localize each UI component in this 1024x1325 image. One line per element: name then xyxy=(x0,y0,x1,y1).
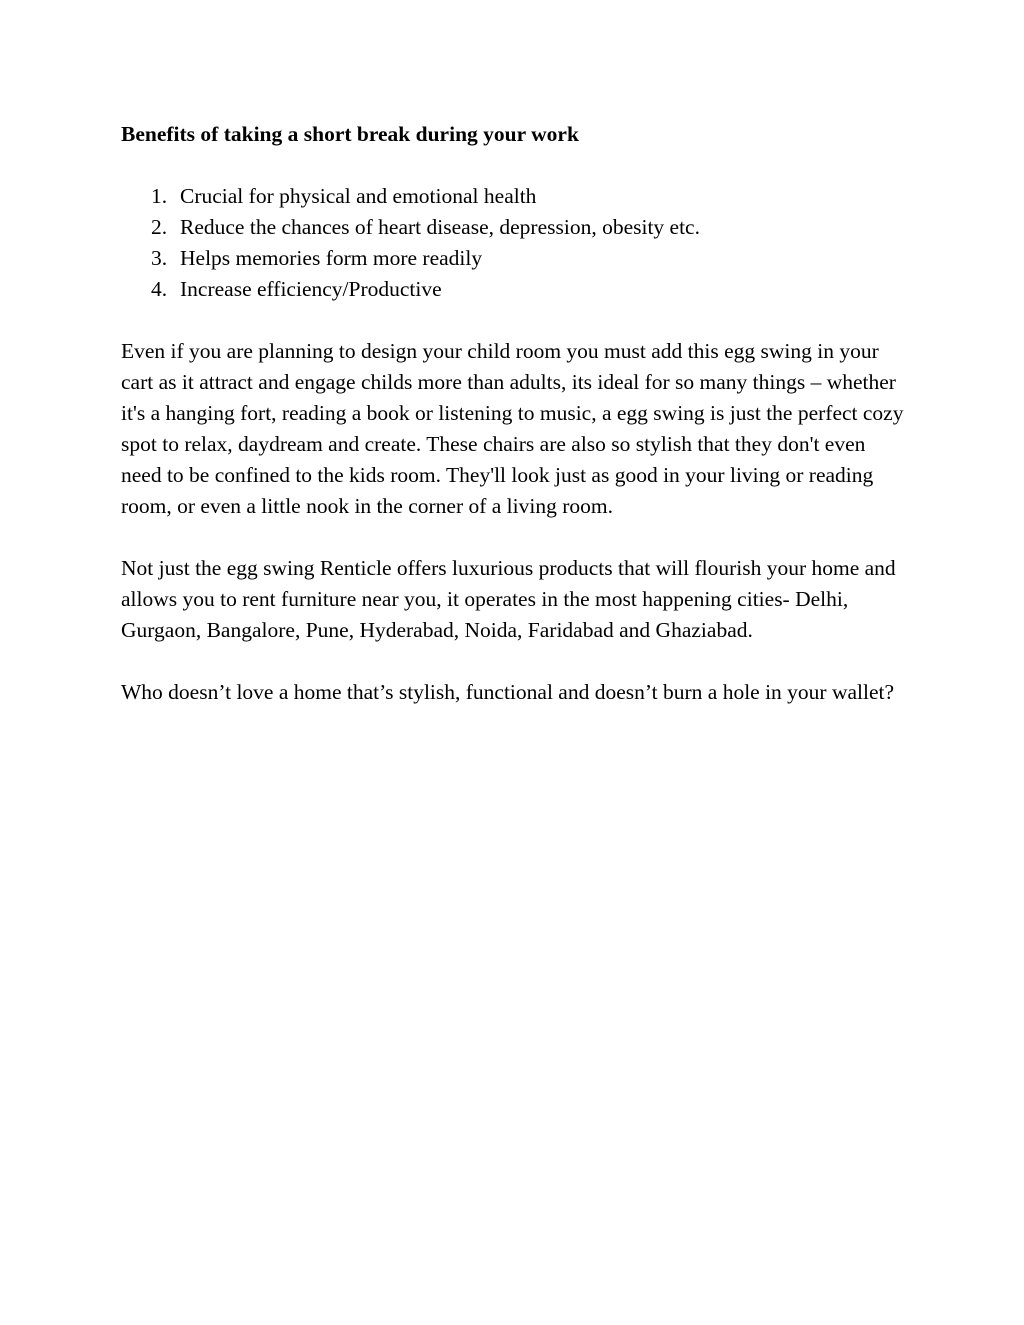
list-item xyxy=(121,243,981,274)
document-heading: Benefits of taking a short break during your work xyxy=(121,122,579,146)
paragraph-line: allows you to rent furniture near you, it operates in the most happening cities- Delhi, xyxy=(121,587,849,611)
benefits-list xyxy=(121,181,981,305)
paragraph-line: room, or even a little nook in the corner of a living room. xyxy=(121,494,613,518)
list-item-text: Helps memories form more readily xyxy=(180,246,483,270)
paragraph-line: it's a hanging fort, reading a book or listening to music, a egg swing is just the perfect cozy xyxy=(121,401,904,425)
list-item xyxy=(121,212,981,243)
paragraph-closing xyxy=(121,677,986,708)
list-item xyxy=(121,181,981,212)
paragraph-line: cart as it attract and engage childs more than adults, its ideal for so many things – whether xyxy=(121,370,896,394)
list-item-text: Crucial for physical and emotional health xyxy=(180,184,537,208)
list-item-number: 2. xyxy=(151,215,168,239)
list-item xyxy=(121,274,981,305)
paragraph-line: Gurgaon, Bangalore, Pune, Hyderabad, Noida, Faridabad and Ghaziabad. xyxy=(121,618,753,642)
paragraph-line: Who doesn’t love a home that’s stylish, functional and doesn’t burn a hole in your wallet? xyxy=(121,680,895,704)
paragraph-line: Not just the egg swing Renticle offers luxurious products that will flourish your home and xyxy=(121,556,896,580)
paragraph-line: need to be confined to the kids room. They'll look just as good in your living or reading xyxy=(121,463,874,487)
paragraph-egg-swing xyxy=(121,336,986,522)
list-item-text: Reduce the chances of heart disease, depression, obesity etc. xyxy=(180,215,700,239)
list-item-number: 3. xyxy=(151,246,168,270)
paragraph-line: Even if you are planning to design your child room you must add this egg swing in your xyxy=(121,339,879,363)
list-item-number: 4. xyxy=(151,277,168,301)
paragraph-line: spot to relax, daydream and create. These chairs are also so stylish that they don't even xyxy=(121,432,866,456)
paragraph-renticle xyxy=(121,553,986,646)
list-item-number: 1. xyxy=(151,184,168,208)
list-item-text: Increase efficiency/Productive xyxy=(180,277,442,301)
